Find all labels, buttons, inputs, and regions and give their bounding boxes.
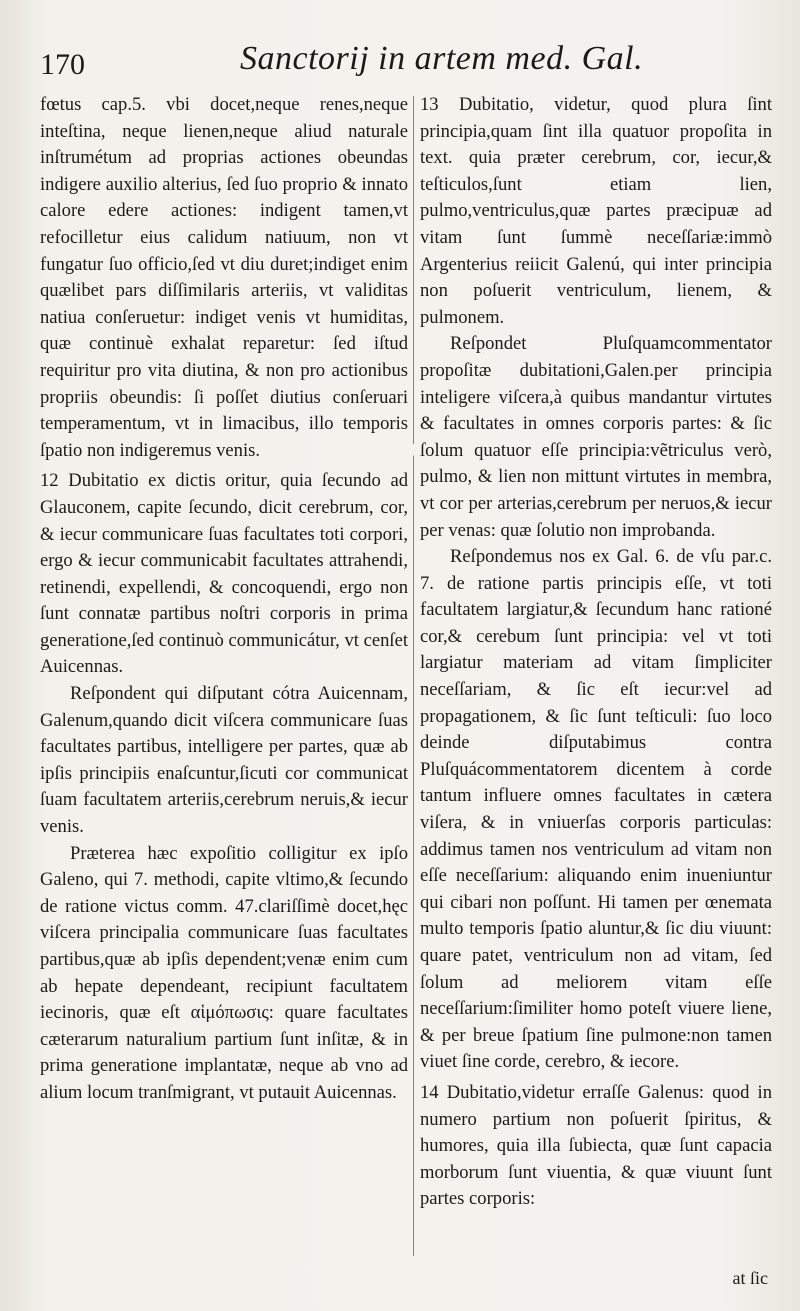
responsio-paragraph: Reſpondent qui diſputant cótra Auicennam, Galenum,quando dicit viſcera communicare ſuas facultates partibus, intelligere per partes, quæ ab ipſis principiis enaſcuntur,ſicuti cor communicat ſuam facultatem arteriis,cerebrum neruis,& iecur venis. [40,683,408,838]
page-number: 170 [40,48,85,81]
respondet-paragraph: Reſpondet Pluſquamcommentator propoſitæ dubitationi,Galen.per principia inteligere viſcera,à quibus mandantur virtutes & facultates in omnes corporis partes: & ſic ſolum quatuor eſſe principia:vẽtriculus verò, pulmo, & lien non mittunt virtutes in membra, vt cor per arterias,cerebrum per neruos,& iecur per venas: quæ ſolutio non improbanda. [420,333,772,541]
page-header [40,40,780,90]
dubitatio-12: 12 Dubitatio ex dictis oritur, quia ſecundo ad Glauconem, capite ſecundo, dicit cerebrum, cor, & iecur communicare ſuas facultates toti corpori, ergo & iecur communicabit facultates attrahendi, retinendi, expellendi, & concoquendi, ergo non ſunt connatæ partibus noſtri corporis in prima generatione,ſed continuò communicátur, vt cenſet Auicennas. [40,470,408,678]
left-column [40,92,408,1292]
dubitatio-13: 13 Dubitatio, videtur, quod plura ſint principia,quam ſint illa quatuor propoſita in text. quia præter cerebrum, cor, iecur,& teſticulos,ſunt etiam lien, pulmo,ventriculus,quæ partes præcipuæ ad vitam ſunt ſummè neceſſariæ:immò Argenterius reiicit Galenú, qui inter principia non poſuerit ventriculum, lienem, & pulmonem. [420,94,772,328]
right-column [420,92,772,1292]
catchword: at ſic [732,1268,768,1288]
praeterea-paragraph: Præterea hæc expoſitio colligitur ex ipſo Galeno, qui 7. methodi, capite vltimo,& ſecundo de ratione victus comm. 47.clariſſimè docet,hęc viſcera principalia communicare ſuas facultates partibus,quæ ab ipſis dependent;venæ enim cum ab hepate dependeant, recipiunt facultatem iecinoris, quæ eſt αἱμόπωσις: quare facultates cæterarum naturalium partium ſunt inſitæ, & in prima generatione implantatæ, neque ab vno ad alium locum tranſmigrant, vt putauit Auicennas. [40,842,408,1103]
paragraph-continuation: fœtus cap.5. vbi docet,neque renes,neque inteſtina, neque lienen,neque aliud naturale inſtrumétum ad proprias actiones obeundas indigere auxilio alterius, ſed ſuo proprio & innato calore edere actiones: indigent tamen,vt refocilletur eius calidum natiuum, non vt fungatur ſuo officio,ſed vt diu duret;indiget enim quælibet pars diſſimilaris arteriis, vt validitas natiua conſeruetur: indiget venis vt humiditas, quæ continuè exhalat reparetur: ſed iſtud requiritur pro vita diutina, & non pro actionibus propriis obeundis: ſi poſſet diutius conſeruari temperamentum, vt in limacibus, illo temporis ſpatio non indigeremus venis. [40,94,408,461]
column-divider [413,96,414,1256]
respondemus-paragraph: Reſpondemus nos ex Gal. 6. de vſu par.c. 7. de ratione partis principis eſſe, vt toti facultatem largiatur,& ſecundum hanc rationé cor,& cerebum ſunt principia: vel vt toti largiatur materiam ad vitam ſimpliciter neceſſariam, & ſic eſt iecur:vel ad propagationem, & ſic ſunt teſticuli: ſuo loco deinde diſputabimus contra Pluſquácommentatorem dicentem à corde tantum influere omnes facultates in cætera viſera, & in vniuerſas corporis particulas: addimus tamen nos ventriculum ad vitam non eſſe neceſſarium: aliquando enim inueniuntur qui cibari non poſſunt. Hi tamen per œnemata multo temporis ſpatio aluntur,& ſic diu viuunt: quare patet, ventriculum non ad vitam, ſed ſolum ad meliorem vitam eſſe neceſſarium:ſimiliter homo poteſt viuere liene, & per breue ſpatium ſine pulmone:non tamen viuet ſine corde, cerebro, & iecore. [420,546,772,1073]
dubitatio-14: 14 Dubitatio,videtur erraſſe Galenus: quod in numero partium non poſuerit ſpiritus, & humores, quia illa ſubiecta, quæ ſunt capacia morborum ſunt viuentia, & quæ viuunt ſunt partes corporis: [420,1081,772,1210]
running-title: Sanctorij in artem med. Gal. [240,40,644,77]
